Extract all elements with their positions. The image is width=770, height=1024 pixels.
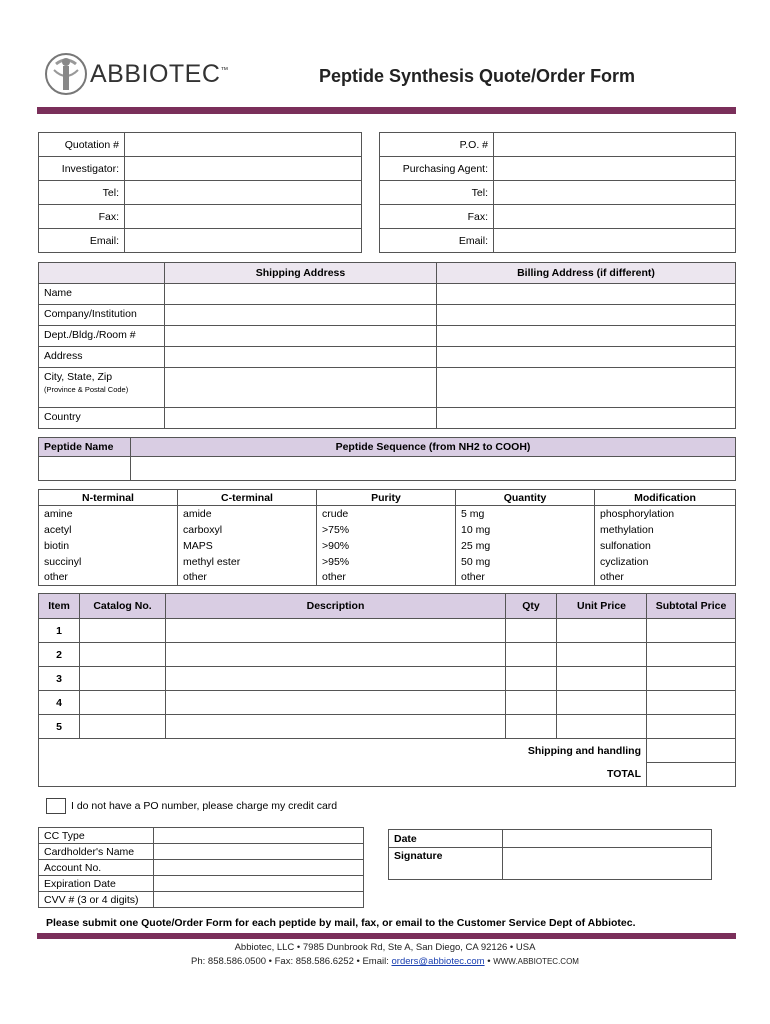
contact-left-label: Email: [39, 229, 125, 253]
page-title: Peptide Synthesis Quote/Order Form [319, 66, 636, 86]
options-cell[interactable]: 5 mg [456, 506, 595, 522]
address-row-label [39, 305, 165, 326]
options-cell[interactable]: >95% [317, 554, 456, 570]
footer-separator: • [484, 956, 494, 967]
logo-name: ABBIOTEC [90, 60, 221, 88]
contact-left-field[interactable] [125, 133, 362, 157]
options-header-row [39, 490, 736, 506]
contact-left-field[interactable] [125, 181, 362, 205]
signature-label: Signature [389, 848, 503, 880]
address-row [39, 368, 736, 408]
billing-address-field[interactable] [437, 408, 736, 429]
options-cell[interactable]: other [456, 570, 595, 586]
order-catalog-field[interactable] [80, 619, 166, 643]
contact-left-row [39, 157, 362, 181]
address-row-label-text: Address [44, 350, 83, 362]
order-catalog-field[interactable] [80, 691, 166, 715]
options-table [38, 489, 736, 586]
order-qty-field[interactable] [506, 715, 557, 739]
contact-right-row [380, 157, 736, 181]
footer-contact [0, 956, 770, 967]
contact-right-label: Purchasing Agent: [380, 157, 494, 181]
contact-left-row [39, 205, 362, 229]
contact-right-row [380, 133, 736, 157]
order-column-header: Description [166, 594, 506, 619]
contact-right-row [380, 205, 736, 229]
order-description-field[interactable] [166, 667, 506, 691]
order-catalog-field[interactable] [80, 643, 166, 667]
address-row [39, 326, 736, 347]
contact-left-label: Tel: [39, 181, 125, 205]
order-unit-price-field[interactable] [557, 715, 647, 739]
shipping-address-header: Shipping Address [165, 263, 437, 284]
options-cell[interactable]: other [317, 570, 456, 586]
options-cell[interactable]: methyl ester [178, 554, 317, 570]
contact-right-field[interactable] [494, 133, 736, 157]
footer-email-link[interactable]: orders@abbiotec.com [391, 956, 485, 967]
address-row-label-text: City, State, Zip [44, 371, 113, 383]
cc-row [39, 844, 364, 860]
contact-right-label: Tel: [380, 181, 494, 205]
footer-address: Abbiotec, LLC • 7985 Dunbrook Rd, Ste A, San Diego, CA 92126 • USA [234, 942, 536, 953]
order-item-number: 3 [39, 667, 80, 691]
contact-left-field[interactable] [125, 157, 362, 181]
order-unit-price-field[interactable] [557, 667, 647, 691]
contact-right-label: Email: [380, 229, 494, 253]
order-row [39, 715, 736, 739]
order-item-number: 1 [39, 619, 80, 643]
address-row-label [39, 326, 165, 347]
order-column-header: Unit Price [557, 594, 647, 619]
options-column-header: C-terminal [178, 490, 317, 506]
billing-address-header: Billing Address (if different) [437, 263, 736, 284]
logo-text [90, 60, 229, 89]
contact-left-row [39, 229, 362, 253]
footer-website: WWW.ABBIOTEC.COM [493, 957, 579, 966]
footer-phone-fax: Ph: 858.586.0500 • Fax: 858.586.6252 • Email: [191, 956, 392, 967]
logo-trademark: ™ [220, 65, 229, 75]
order-item-number: 4 [39, 691, 80, 715]
order-row [39, 643, 736, 667]
options-cell[interactable]: MAPS [178, 538, 317, 554]
contact-left-label: Quotation # [39, 133, 125, 157]
options-cell[interactable]: sulfonation [595, 538, 736, 554]
contact-right-label: P.O. # [380, 133, 494, 157]
order-subtotal-field[interactable] [647, 667, 736, 691]
options-cell[interactable]: 50 mg [456, 554, 595, 570]
shipping-address-field[interactable] [165, 284, 437, 305]
cc-label: CC Type [39, 828, 154, 844]
abbiotec-logo-icon [44, 52, 88, 96]
address-row-label [39, 368, 165, 408]
date-field[interactable] [503, 830, 712, 848]
address-row [39, 305, 736, 326]
order-qty-field[interactable] [506, 691, 557, 715]
address-row-label-text: Country [44, 411, 81, 423]
order-unit-price-field[interactable] [557, 643, 647, 667]
billing-address-field[interactable] [437, 284, 736, 305]
contact-right-field[interactable] [494, 157, 736, 181]
order-column-header: Catalog No. [80, 594, 166, 619]
options-cell[interactable]: phosphorylation [595, 506, 736, 522]
contact-left-row [39, 181, 362, 205]
peptide-name-field[interactable] [39, 457, 131, 481]
cc-label: Account No. [39, 860, 154, 876]
order-item-number: 2 [39, 643, 80, 667]
order-description-field[interactable] [166, 715, 506, 739]
footer-divider [37, 933, 736, 939]
address-row [39, 408, 736, 429]
options-cell[interactable]: 25 mg [456, 538, 595, 554]
order-catalog-field[interactable] [80, 715, 166, 739]
options-cell[interactable]: cyclization [595, 554, 736, 570]
cc-label: CVV # (3 or 4 digits) [39, 892, 154, 908]
cc-table [38, 827, 364, 908]
order-qty-field[interactable] [506, 619, 557, 643]
cc-field[interactable] [154, 876, 364, 892]
order-column-header: Item [39, 594, 80, 619]
address-row-label [39, 408, 165, 429]
credit-card-checkbox[interactable] [46, 798, 66, 814]
options-column-header: N-terminal [39, 490, 178, 506]
address-row-label [39, 284, 165, 305]
options-row [39, 538, 736, 554]
billing-address-field[interactable] [437, 368, 736, 408]
contact-left-table [38, 132, 362, 253]
address-row [39, 347, 736, 368]
options-cell[interactable]: >90% [317, 538, 456, 554]
options-row [39, 554, 736, 570]
signature-table [388, 829, 712, 880]
address-row-label [39, 347, 165, 368]
shipping-address-field[interactable] [165, 368, 437, 408]
order-table [38, 593, 736, 787]
billing-address-field[interactable] [437, 347, 736, 368]
options-row [39, 570, 736, 586]
date-label: Date [389, 830, 503, 848]
contact-right-label: Fax: [380, 205, 494, 229]
order-header-row [39, 594, 736, 619]
address-corner [39, 263, 165, 284]
footer-note: Please submit one Quote/Order Form for each peptide by mail, fax, or email to the Customer Service Dept of Abbiotec. [46, 917, 636, 929]
options-cell[interactable]: amine [39, 506, 178, 522]
order-subtotal-field[interactable] [647, 619, 736, 643]
contact-right-table [379, 132, 736, 253]
shipping-address-field[interactable] [165, 326, 437, 347]
order-column-header: Subtotal Price [647, 594, 736, 619]
order-row [39, 667, 736, 691]
address-row-label-text: Company/Institution [44, 308, 137, 320]
order-description-field[interactable] [166, 643, 506, 667]
options-row [39, 522, 736, 538]
address-row [39, 284, 736, 305]
shipping-label: Shipping and handling [39, 739, 647, 763]
options-cell[interactable]: amide [178, 506, 317, 522]
cc-row [39, 876, 364, 892]
order-qty-field[interactable] [506, 667, 557, 691]
order-unit-price-field[interactable] [557, 619, 647, 643]
cc-label: Cardholder's Name [39, 844, 154, 860]
order-row [39, 619, 736, 643]
options-column-header: Modification [595, 490, 736, 506]
order-subtotal-field[interactable] [647, 643, 736, 667]
cc-field[interactable] [154, 828, 364, 844]
options-cell[interactable]: acetyl [39, 522, 178, 538]
shipping-address-field[interactable] [165, 408, 437, 429]
address-table [38, 262, 736, 429]
cc-label: Expiration Date [39, 876, 154, 892]
peptide-table [38, 437, 736, 481]
options-column-header: Purity [317, 490, 456, 506]
shipping-address-field[interactable] [165, 347, 437, 368]
options-cell[interactable]: other [595, 570, 736, 586]
signature-field[interactable] [503, 848, 712, 880]
order-unit-price-field[interactable] [557, 691, 647, 715]
billing-address-field[interactable] [437, 326, 736, 347]
city-note: (Province & Postal Code) [44, 385, 129, 394]
options-cell[interactable]: methylation [595, 522, 736, 538]
contact-left-field[interactable] [125, 229, 362, 253]
header-divider [37, 107, 736, 114]
total-label: TOTAL [39, 763, 647, 787]
peptide-name-header: Peptide Name [39, 438, 131, 457]
billing-address-field[interactable] [437, 305, 736, 326]
total-field[interactable] [647, 763, 736, 787]
address-row-label-text: Name [44, 287, 73, 299]
order-catalog-field[interactable] [80, 667, 166, 691]
contact-left-label: Investigator: [39, 157, 125, 181]
options-cell[interactable]: 10 mg [456, 522, 595, 538]
order-subtotal-field[interactable] [647, 691, 736, 715]
cc-field[interactable] [154, 844, 364, 860]
options-cell[interactable]: carboxyl [178, 522, 317, 538]
order-column-header: Qty [506, 594, 557, 619]
contact-left-row [39, 133, 362, 157]
options-cell[interactable]: other [39, 570, 178, 586]
contact-right-field[interactable] [494, 229, 736, 253]
cc-field[interactable] [154, 860, 364, 876]
order-description-field[interactable] [166, 619, 506, 643]
contact-right-field[interactable] [494, 181, 736, 205]
contact-left-label: Fax: [39, 205, 125, 229]
options-cell[interactable]: succinyl [39, 554, 178, 570]
contact-right-row [380, 229, 736, 253]
shipping-address-field[interactable] [165, 305, 437, 326]
peptide-sequence-header: Peptide Sequence (from NH2 to COOH) [131, 438, 736, 457]
options-cell[interactable]: other [178, 570, 317, 586]
contact-left-field[interactable] [125, 205, 362, 229]
order-subtotal-field[interactable] [647, 715, 736, 739]
peptide-sequence-field[interactable] [131, 457, 736, 481]
options-cell[interactable]: crude [317, 506, 456, 522]
options-cell[interactable]: biotin [39, 538, 178, 554]
cc-row [39, 860, 364, 876]
order-item-number: 5 [39, 715, 80, 739]
order-row [39, 691, 736, 715]
order-qty-field[interactable] [506, 643, 557, 667]
cc-row [39, 892, 364, 908]
logo [44, 52, 88, 96]
contact-right-row [380, 181, 736, 205]
options-row [39, 506, 736, 522]
address-row-label-text: Dept./Bldg./Room # [44, 329, 136, 341]
cc-row [39, 828, 364, 844]
credit-card-checkbox-label: I do not have a PO number, please charge my credit card [71, 800, 338, 812]
shipping-field[interactable] [647, 739, 736, 763]
options-column-header: Quantity [456, 490, 595, 506]
options-cell[interactable]: >75% [317, 522, 456, 538]
order-description-field[interactable] [166, 691, 506, 715]
contact-right-field[interactable] [494, 205, 736, 229]
cc-field[interactable] [154, 892, 364, 908]
